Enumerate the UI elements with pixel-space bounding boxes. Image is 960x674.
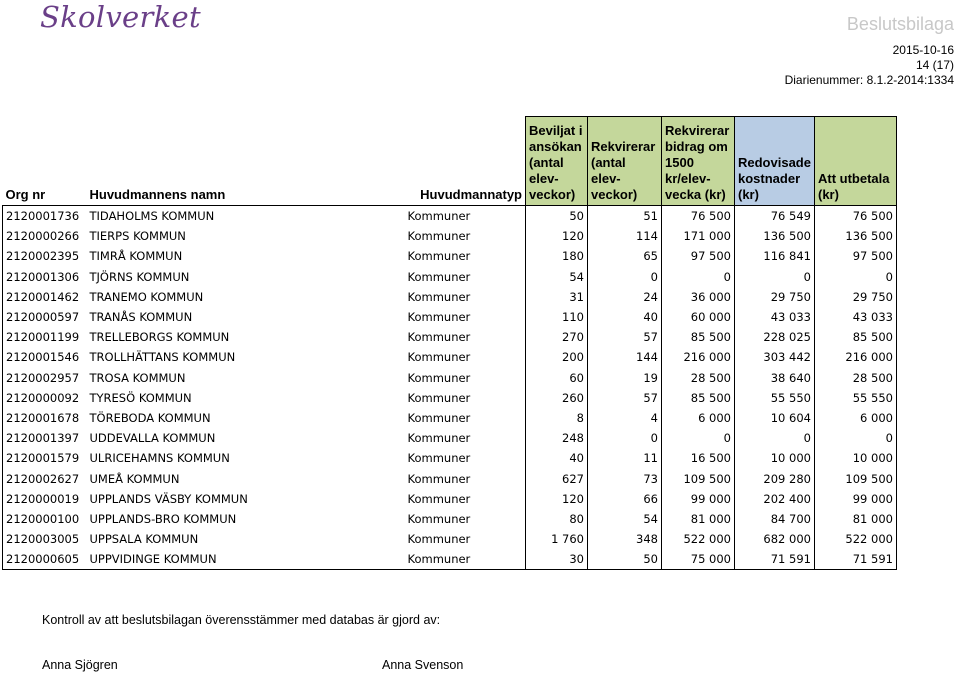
cell-org-nr: 2120002395 bbox=[3, 246, 87, 266]
cell-granted: 120 bbox=[526, 226, 588, 246]
cell-granted: 54 bbox=[526, 267, 588, 287]
cell-reported: 136 500 bbox=[735, 226, 815, 246]
col-requested: Rekvirerar (antal elev-veckor) bbox=[588, 117, 662, 206]
cell-name: TJÖRNS KOMMUN bbox=[89, 269, 190, 284]
cell-requested: 66 bbox=[588, 489, 662, 509]
table-row bbox=[3, 468, 897, 488]
cell-granted: 40 bbox=[526, 448, 588, 468]
control-statement: Kontroll av att beslutsbilagan överensstämmer med databas är gjord av: bbox=[42, 613, 441, 627]
cell-requested-amount: 0 bbox=[662, 267, 735, 287]
table-row bbox=[3, 327, 897, 347]
cell-requested: 348 bbox=[588, 529, 662, 549]
cell-name: UPPLANDS VÄSBY KOMMUN bbox=[89, 491, 248, 506]
cell-reported: 303 442 bbox=[735, 347, 815, 367]
cell-requested-amount: 97 500 bbox=[662, 246, 735, 266]
table-row bbox=[3, 267, 897, 287]
cell-reported: 209 280 bbox=[735, 468, 815, 488]
cell-reported: 84 700 bbox=[735, 509, 815, 529]
cell-org-nr: 2120001199 bbox=[3, 327, 87, 347]
cell-org-nr: 2120001579 bbox=[3, 448, 87, 468]
skolverket-logo: Skolverket bbox=[40, 0, 201, 34]
cell-name: TRANÅS KOMMUN bbox=[89, 310, 193, 325]
col-granted: Beviljat i ansökan (antal elev-veckor) bbox=[526, 117, 588, 206]
cell-org-nr: 2120000597 bbox=[3, 307, 87, 327]
cell-payout: 55 550 bbox=[814, 388, 896, 408]
col-requested-amount: Rekvirerar bidrag om 1500 kr/elev-vecka (kr) bbox=[662, 117, 735, 206]
cell-granted: 248 bbox=[526, 428, 588, 448]
cell-type: Kommuner bbox=[405, 408, 526, 428]
cell-reported: 10 604 bbox=[735, 408, 815, 428]
document-date: 2015-10-16 bbox=[892, 43, 954, 57]
cell-requested-amount: 0 bbox=[662, 428, 735, 448]
table-row bbox=[3, 549, 897, 570]
diary-number: Diarienummer: 8.1.2-2014:1334 bbox=[784, 73, 954, 87]
cell-org-nr: 2120001678 bbox=[3, 408, 87, 428]
cell-requested-amount: 522 000 bbox=[662, 529, 735, 549]
cell-type: Kommuner bbox=[405, 287, 526, 307]
cell-requested: 0 bbox=[588, 428, 662, 448]
cell-requested: 50 bbox=[588, 549, 662, 570]
cell-requested-amount: 85 500 bbox=[662, 388, 735, 408]
cell-org-nr: 2120003005 bbox=[3, 529, 87, 549]
col-org-nr: Org nr bbox=[3, 117, 87, 206]
cell-requested: 114 bbox=[588, 226, 662, 246]
cell-org-nr: 2120000019 bbox=[3, 489, 87, 509]
table-header-row bbox=[3, 117, 897, 206]
cell-type: Kommuner bbox=[405, 549, 526, 570]
col-name: Huvudmannens namn bbox=[87, 117, 405, 206]
cell-payout: 71 591 bbox=[814, 549, 896, 570]
cell-requested: 73 bbox=[588, 468, 662, 488]
cell-org-nr: 2120000100 bbox=[3, 509, 87, 529]
cell-type: Kommuner bbox=[405, 246, 526, 266]
cell-type: Kommuner bbox=[405, 226, 526, 246]
cell-type: Kommuner bbox=[405, 428, 526, 448]
cell-type: Kommuner bbox=[405, 388, 526, 408]
cell-org-nr: 2120001736 bbox=[3, 206, 87, 227]
cell-payout: 29 750 bbox=[814, 287, 896, 307]
cell-granted: 260 bbox=[526, 388, 588, 408]
cell-granted: 120 bbox=[526, 489, 588, 509]
cell-payout: 216 000 bbox=[814, 347, 896, 367]
table-row bbox=[3, 226, 897, 246]
cell-reported: 202 400 bbox=[735, 489, 815, 509]
cell-reported: 0 bbox=[735, 428, 815, 448]
table-row bbox=[3, 388, 897, 408]
cell-type: Kommuner bbox=[405, 267, 526, 287]
page-number: 14 (17) bbox=[915, 58, 954, 72]
cell-requested: 144 bbox=[588, 347, 662, 367]
cell-type: Kommuner bbox=[405, 468, 526, 488]
cell-requested: 57 bbox=[588, 327, 662, 347]
col-reported: Redovisade kostnader (kr) bbox=[735, 117, 815, 206]
cell-requested-amount: 16 500 bbox=[662, 448, 735, 468]
cell-granted: 8 bbox=[526, 408, 588, 428]
cell-granted: 1 760 bbox=[526, 529, 588, 549]
cell-name: TRELLEBORGS KOMMUN bbox=[89, 330, 230, 345]
cell-org-nr: 2120000605 bbox=[3, 549, 87, 570]
table-row bbox=[3, 509, 897, 529]
cell-reported: 0 bbox=[735, 267, 815, 287]
cell-org-nr: 2120000092 bbox=[3, 388, 87, 408]
cell-type: Kommuner bbox=[405, 327, 526, 347]
cell-reported: 228 025 bbox=[735, 327, 815, 347]
signer-2: Anna Svenson bbox=[382, 658, 464, 672]
table-row bbox=[3, 428, 897, 448]
cell-requested-amount: 85 500 bbox=[662, 327, 735, 347]
cell-reported: 55 550 bbox=[735, 388, 815, 408]
cell-payout: 28 500 bbox=[814, 368, 896, 388]
table-row bbox=[3, 408, 897, 428]
cell-name: TIERPS KOMMUN bbox=[89, 229, 186, 244]
cell-payout: 85 500 bbox=[814, 327, 896, 347]
cell-reported: 29 750 bbox=[735, 287, 815, 307]
cell-granted: 110 bbox=[526, 307, 588, 327]
cell-granted: 60 bbox=[526, 368, 588, 388]
table-row bbox=[3, 347, 897, 367]
cell-type: Kommuner bbox=[405, 529, 526, 549]
grant-table bbox=[2, 116, 897, 570]
table-row bbox=[3, 529, 897, 549]
col-type: Huvudmannatyp bbox=[405, 117, 526, 206]
cell-payout: 76 500 bbox=[814, 206, 896, 227]
cell-reported: 38 640 bbox=[735, 368, 815, 388]
cell-requested-amount: 60 000 bbox=[662, 307, 735, 327]
cell-reported: 43 033 bbox=[735, 307, 815, 327]
cell-payout: 99 000 bbox=[814, 489, 896, 509]
cell-name: UPPVIDINGE KOMMUN bbox=[87, 549, 405, 570]
cell-type: Kommuner bbox=[405, 448, 526, 468]
cell-requested: 19 bbox=[588, 368, 662, 388]
cell-type: Kommuner bbox=[405, 489, 526, 509]
table-row bbox=[3, 206, 897, 227]
cell-name: TIDAHOLMS KOMMUN bbox=[89, 209, 215, 224]
signer-1: Anna Sjögren bbox=[42, 658, 118, 672]
cell-requested-amount: 28 500 bbox=[662, 368, 735, 388]
cell-type: Kommuner bbox=[405, 206, 526, 227]
cell-payout: 81 000 bbox=[814, 509, 896, 529]
cell-requested-amount: 36 000 bbox=[662, 287, 735, 307]
cell-org-nr: 2120000266 bbox=[3, 226, 87, 246]
cell-granted: 270 bbox=[526, 327, 588, 347]
cell-requested-amount: 216 000 bbox=[662, 347, 735, 367]
cell-payout: 136 500 bbox=[814, 226, 896, 246]
cell-requested-amount: 99 000 bbox=[662, 489, 735, 509]
cell-name: ULRICEHAMNS KOMMUN bbox=[89, 451, 230, 466]
table-row bbox=[3, 489, 897, 509]
table-body bbox=[3, 206, 897, 570]
table-row bbox=[3, 246, 897, 266]
cell-granted: 200 bbox=[526, 347, 588, 367]
cell-org-nr: 2120001397 bbox=[3, 428, 87, 448]
cell-name: TROLLHÄTTANS KOMMUN bbox=[89, 350, 236, 365]
cell-requested: 51 bbox=[588, 206, 662, 227]
cell-payout: 0 bbox=[814, 267, 896, 287]
cell-name: UPPLANDS-BRO KOMMUN bbox=[89, 511, 237, 526]
cell-requested-amount: 6 000 bbox=[662, 408, 735, 428]
cell-payout: 109 500 bbox=[814, 468, 896, 488]
cell-requested: 54 bbox=[588, 509, 662, 529]
cell-org-nr: 2120001306 bbox=[3, 267, 87, 287]
cell-payout: 43 033 bbox=[814, 307, 896, 327]
cell-granted: 180 bbox=[526, 246, 588, 266]
cell-name: TÖREBODA KOMMUN bbox=[89, 410, 211, 425]
cell-payout: 97 500 bbox=[814, 246, 896, 266]
cell-name: TYRESÖ KOMMUN bbox=[89, 390, 192, 405]
cell-payout: 0 bbox=[814, 428, 896, 448]
cell-org-nr: 2120001462 bbox=[3, 287, 87, 307]
cell-reported: 76 549 bbox=[735, 206, 815, 227]
table-row bbox=[3, 307, 897, 327]
cell-name: TRANEMO KOMMUN bbox=[89, 289, 204, 304]
cell-requested: 57 bbox=[588, 388, 662, 408]
table-row bbox=[3, 448, 897, 468]
cell-type: Kommuner bbox=[405, 509, 526, 529]
cell-requested: 65 bbox=[588, 246, 662, 266]
cell-name: TROSA KOMMUN bbox=[89, 370, 186, 385]
cell-requested: 0 bbox=[588, 267, 662, 287]
cell-granted: 31 bbox=[526, 287, 588, 307]
cell-name: TIMRÅ KOMMUN bbox=[89, 249, 183, 264]
cell-type: Kommuner bbox=[405, 307, 526, 327]
cell-name: UMEÅ KOMMUN bbox=[89, 471, 180, 486]
cell-requested-amount: 171 000 bbox=[662, 226, 735, 246]
cell-org-nr: 2120001546 bbox=[3, 347, 87, 367]
cell-requested-amount: 109 500 bbox=[662, 468, 735, 488]
cell-requested-amount: 75 000 bbox=[662, 549, 735, 570]
cell-granted: 50 bbox=[526, 206, 588, 227]
cell-type: Kommuner bbox=[405, 368, 526, 388]
cell-requested-amount: 81 000 bbox=[662, 509, 735, 529]
table-row bbox=[3, 368, 897, 388]
cell-payout: 10 000 bbox=[814, 448, 896, 468]
cell-reported: 116 841 bbox=[735, 246, 815, 266]
cell-org-nr: 2120002957 bbox=[3, 368, 87, 388]
cell-name: UDDEVALLA KOMMUN bbox=[89, 431, 216, 446]
cell-reported: 10 000 bbox=[735, 448, 815, 468]
table-row bbox=[3, 287, 897, 307]
cell-requested: 24 bbox=[588, 287, 662, 307]
cell-payout: 6 000 bbox=[814, 408, 896, 428]
col-payout: Att utbetala (kr) bbox=[814, 117, 896, 206]
cell-type: Kommuner bbox=[405, 347, 526, 367]
cell-requested: 4 bbox=[588, 408, 662, 428]
cell-reported: 682 000 bbox=[735, 529, 815, 549]
cell-granted: 30 bbox=[526, 549, 588, 570]
cell-name: UPPSALA KOMMUN bbox=[89, 532, 199, 547]
cell-payout: 522 000 bbox=[814, 529, 896, 549]
document-title: Beslutsbilaga bbox=[846, 14, 954, 34]
cell-granted: 80 bbox=[526, 509, 588, 529]
cell-org-nr: 2120002627 bbox=[3, 468, 87, 488]
cell-reported: 71 591 bbox=[735, 549, 815, 570]
cell-requested: 11 bbox=[588, 448, 662, 468]
cell-granted: 627 bbox=[526, 468, 588, 488]
cell-requested: 40 bbox=[588, 307, 662, 327]
cell-requested-amount: 76 500 bbox=[662, 206, 735, 227]
